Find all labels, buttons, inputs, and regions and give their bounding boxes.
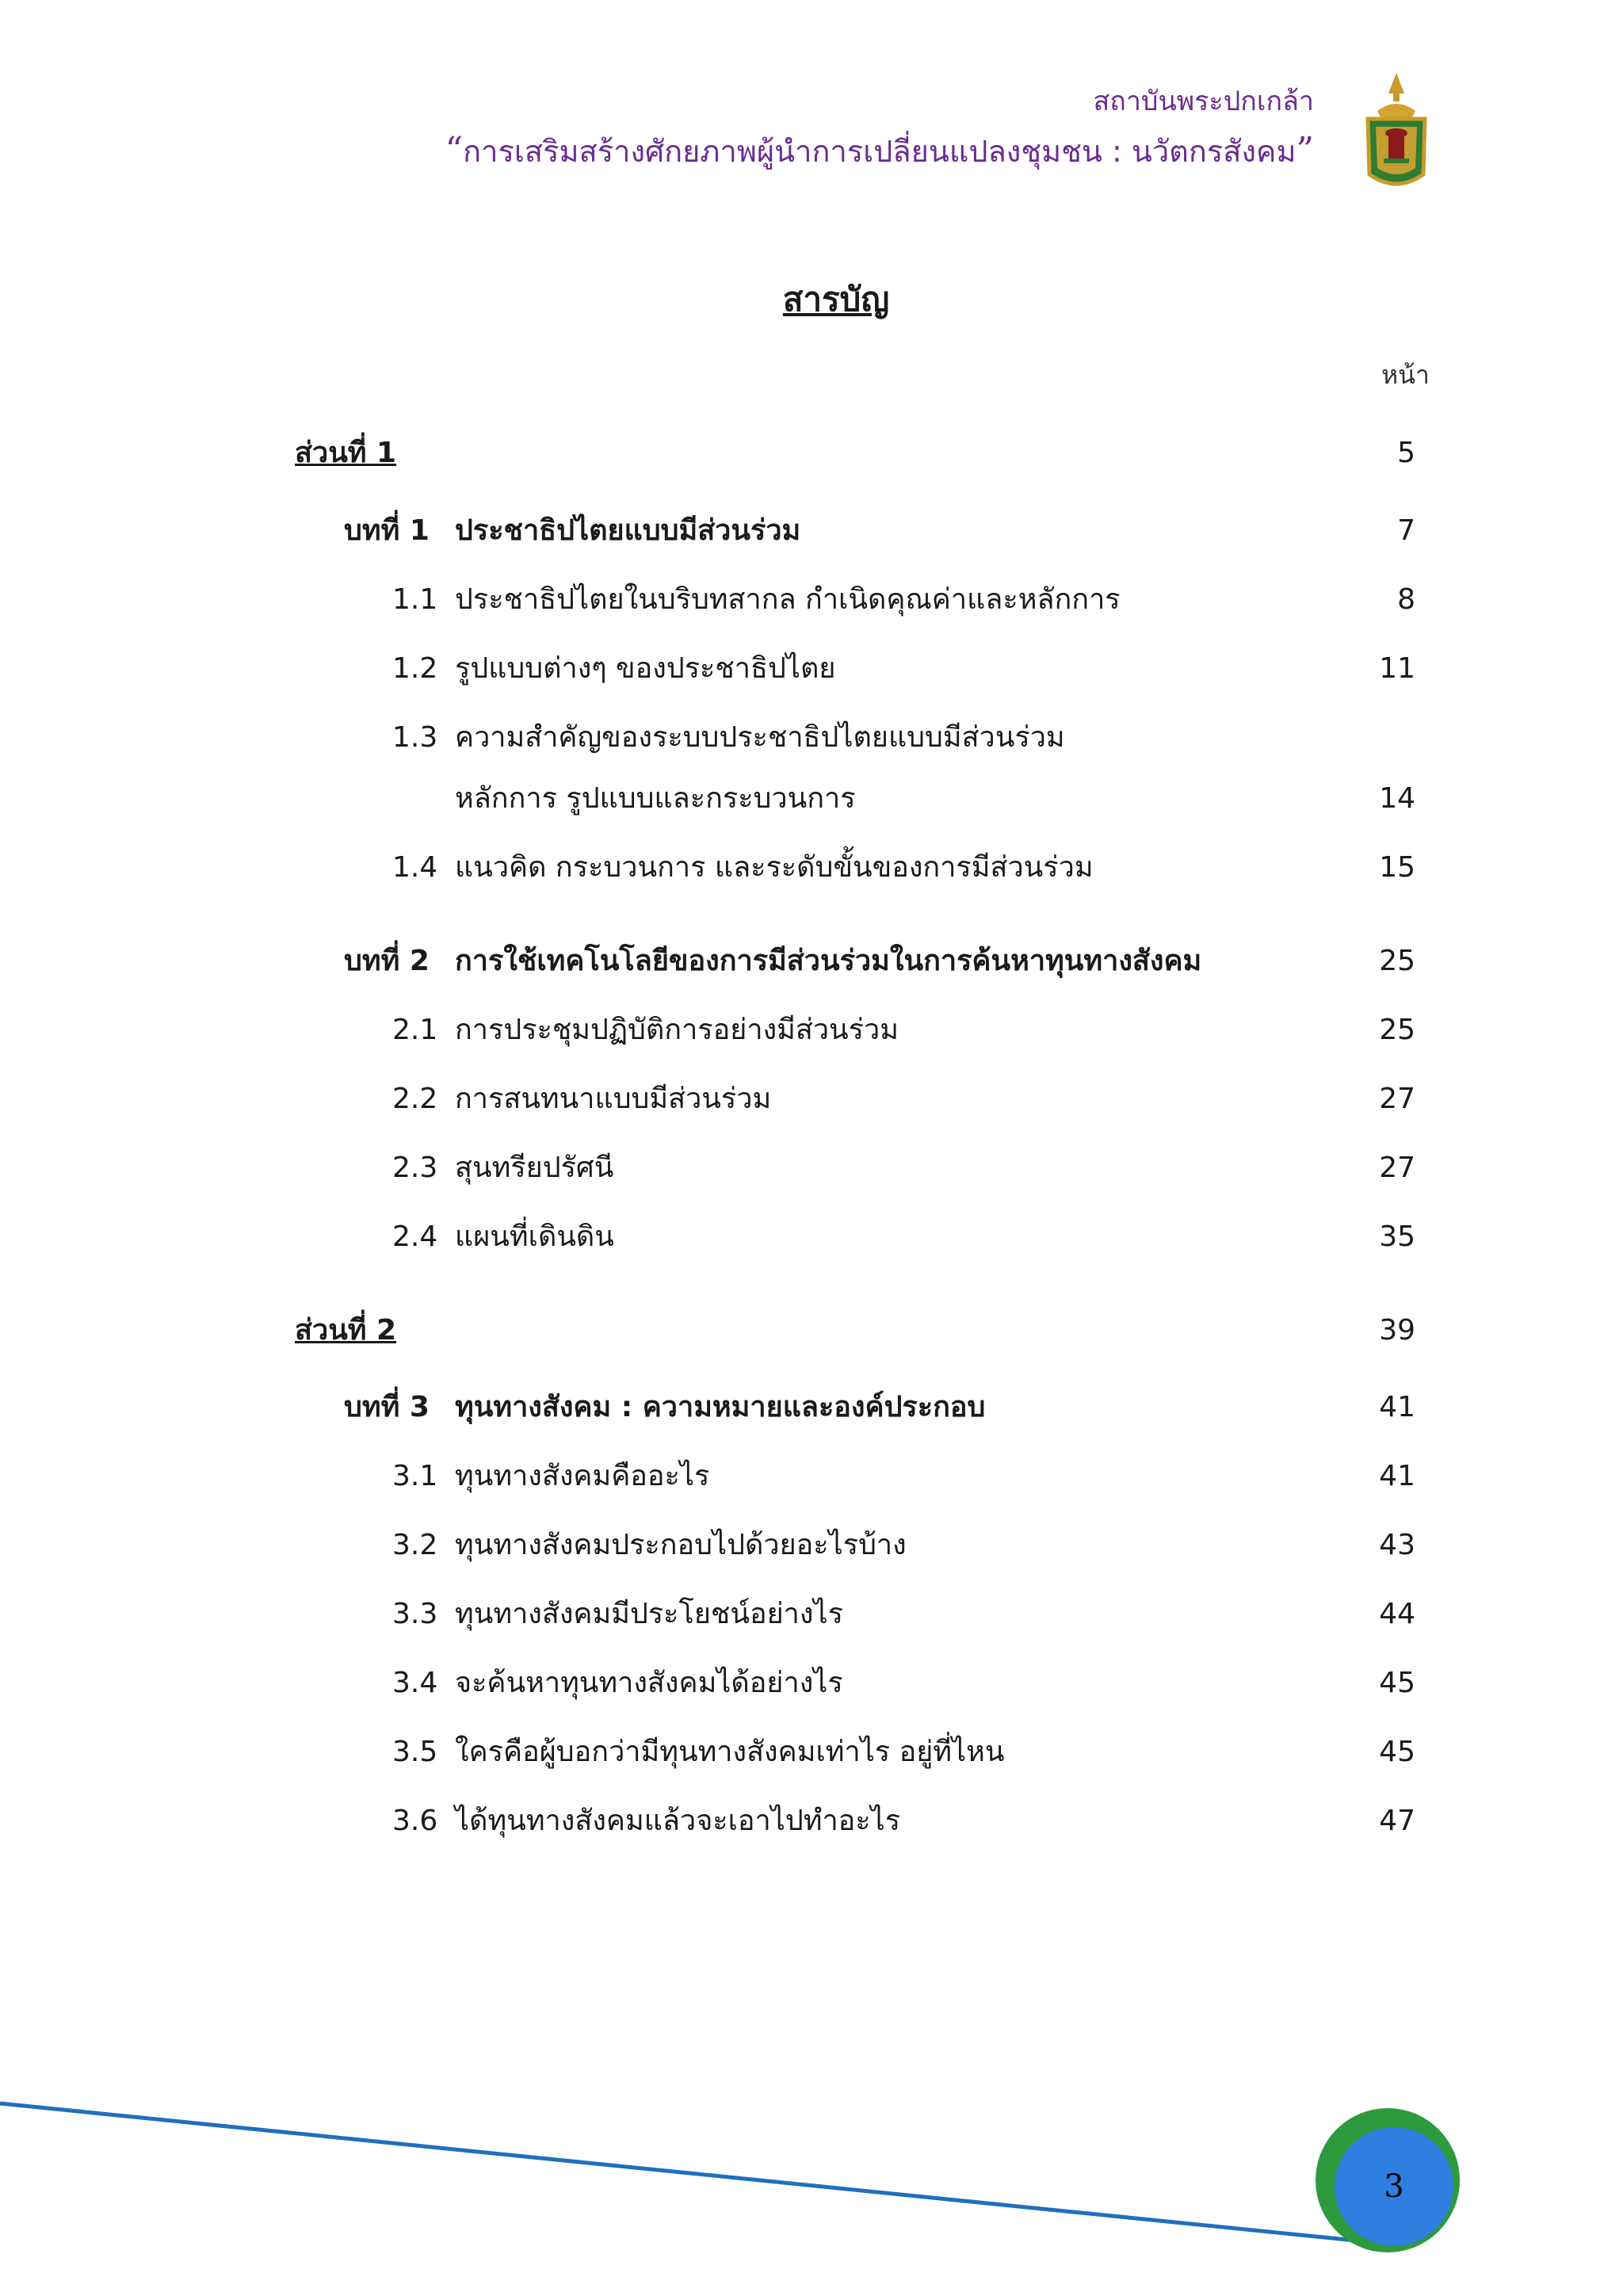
- toc-entry-page: 41: [1379, 1460, 1415, 1492]
- toc-entry-number: 3.2: [392, 1529, 438, 1561]
- toc-entry-number: 3.6: [392, 1805, 438, 1837]
- toc-section: [0, 1007, 1623, 1054]
- toc-entry-number: 2.1: [392, 1014, 438, 1046]
- toc-entry-title: ทุนทางสังคม : ความหมายและองค์ประกอบ: [455, 1391, 986, 1423]
- toc-entry-number: บทที่ 2: [344, 945, 430, 977]
- toc-chapter: [0, 1384, 1623, 1431]
- toc-entry-title: ทุนทางสังคมประกอบไปด้วยอะไรบ้าง: [455, 1529, 907, 1561]
- toc-section: [0, 714, 1623, 762]
- header-organization: สถาบันพระปกเกล้า: [1093, 86, 1314, 117]
- toc-section: [0, 844, 1623, 892]
- toc-section: [0, 1453, 1623, 1500]
- toc-section: [0, 645, 1623, 693]
- toc-entry-number: 2.3: [392, 1152, 438, 1184]
- toc-entry-title: ประชาธิปไตยแบบมีส่วนร่วม: [455, 514, 801, 547]
- toc-title: สารบัญ: [782, 280, 890, 319]
- toc-entry-page: 39: [1379, 1314, 1415, 1347]
- toc-part: [0, 430, 1623, 477]
- toc-entry-page: 43: [1379, 1529, 1415, 1561]
- toc-entry-title: สุนทรียปรัศนี: [455, 1152, 614, 1184]
- institute-seal-icon: [1354, 70, 1439, 197]
- toc-entry-page: 25: [1379, 1014, 1415, 1046]
- toc-entry-title: ทุนทางสังคมคืออะไร: [455, 1460, 710, 1492]
- toc-entry-page: 25: [1379, 945, 1415, 977]
- toc-section: [0, 1075, 1623, 1123]
- footer-line: [0, 2092, 1395, 2251]
- toc-entry-page: 45: [1379, 1736, 1415, 1768]
- toc-entry-page: 45: [1379, 1667, 1415, 1699]
- toc-entry-page: 27: [1379, 1152, 1415, 1184]
- toc-entry-page: 35: [1379, 1221, 1415, 1253]
- toc-entry-title: จะค้นหาทุนทางสังคมได้อย่างไร: [455, 1667, 843, 1699]
- toc-entry-page: 47: [1379, 1805, 1415, 1837]
- toc-part: [0, 1307, 1623, 1354]
- toc-section: [0, 1660, 1623, 1707]
- toc-entry-title: การประชุมปฏิบัติการอย่างมีส่วนร่วม: [455, 1014, 899, 1046]
- toc-entry-number: บทที่ 3: [344, 1391, 430, 1423]
- toc-section: [0, 1591, 1623, 1638]
- toc-section: [0, 1213, 1623, 1261]
- toc-entry-page: 44: [1379, 1598, 1415, 1630]
- toc-entry-number: 3.3: [392, 1598, 438, 1630]
- toc-entry-number: 1.2: [392, 652, 438, 685]
- toc-entry-title: แนวคิด กระบวนการ และระดับขั้นของการมีส่วนร่วม: [455, 851, 1094, 884]
- toc-entry-number: 2.2: [392, 1083, 438, 1115]
- toc-entry-title: ใครคือผู้บอกว่ามีทุนทางสังคมเท่าไร อยู่ที่ไหน: [455, 1736, 1005, 1768]
- toc-entry-title: ทุนทางสังคมมีประโยชน์อย่างไร: [455, 1598, 843, 1630]
- toc-entry-number: 2.4: [392, 1221, 438, 1253]
- page-column-label: หน้า: [1381, 360, 1430, 390]
- toc-entry-page: 7: [1397, 514, 1415, 547]
- toc-chapter: [0, 938, 1623, 985]
- toc-entry-title: รูปแบบต่างๆ ของประชาธิปไตย: [455, 652, 836, 685]
- toc-entry-title: หลักการ รูปแบบและกระบวนการ: [455, 782, 856, 815]
- toc-section: [0, 576, 1623, 624]
- toc-entry-page: 8: [1397, 583, 1415, 616]
- project-title-text: การเสริมสร้างศักยภาพผู้นำการเปลี่ยนแปลงชุมชน : นวัตกรสังคม: [463, 134, 1296, 169]
- open-quote: “: [445, 130, 464, 170]
- toc-entry-title: การสนทนาแบบมีส่วนร่วม: [455, 1083, 772, 1115]
- toc-entry-number: 1.4: [392, 851, 438, 884]
- header-project-title: [445, 127, 1314, 175]
- toc-entry-title: ประชาธิปไตยในบริบทสากล กำเนิดคุณค่าและหลักการ: [455, 583, 1121, 616]
- toc-entry-title: ส่วนที่ 2: [295, 1314, 397, 1347]
- toc-entry-page: 5: [1397, 437, 1415, 469]
- toc-entry-number: 3.1: [392, 1460, 438, 1492]
- close-quote: ”: [1296, 130, 1314, 170]
- toc-entry-page: 41: [1379, 1391, 1415, 1423]
- toc-entry-number: 3.4: [392, 1667, 438, 1699]
- toc-entry-title: ได้ทุนทางสังคมแล้วจะเอาไปทำอะไร: [455, 1805, 901, 1837]
- toc-entry-number: 3.5: [392, 1736, 438, 1768]
- toc-entry-number: บทที่ 1: [344, 514, 430, 547]
- toc-section: [0, 1797, 1623, 1845]
- toc-entry-title: ความสำคัญของระบบประชาธิปไตยแบบมีส่วนร่วม: [455, 721, 1065, 754]
- toc-section: [0, 1729, 1623, 1776]
- toc-section: [0, 1144, 1623, 1192]
- toc-section: [0, 1522, 1623, 1569]
- toc-entry-number: 1.3: [392, 721, 438, 754]
- page-number: 3: [1384, 2168, 1404, 2205]
- toc-chapter: [0, 507, 1623, 555]
- toc-entry-number: 1.1: [392, 583, 438, 616]
- toc-entry-page: 27: [1379, 1083, 1415, 1115]
- toc-entry-title: การใช้เทคโนโลยีของการมีส่วนร่วมในการค้นหาทุนทางสังคม: [455, 945, 1202, 977]
- toc-entry-title: ส่วนที่ 1: [295, 437, 397, 469]
- toc-section: [0, 775, 1623, 823]
- toc-entry-page: 15: [1379, 851, 1415, 884]
- toc-entry-title: แผนที่เดินดิน: [455, 1221, 614, 1253]
- toc-entry-page: 14: [1379, 782, 1415, 815]
- toc-entry-page: 11: [1379, 652, 1415, 685]
